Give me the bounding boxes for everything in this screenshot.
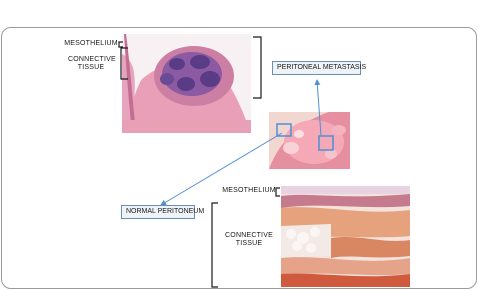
arrow-to-metastasis-label bbox=[317, 80, 321, 136]
connective-bottom-bracket bbox=[212, 203, 218, 287]
mesothelium-bottom-bracket bbox=[276, 188, 280, 196]
mesothelium-top-bracket bbox=[119, 42, 123, 47]
top-image-right-bracket bbox=[253, 37, 261, 98]
label-mesothelium-bottom: MESOTHELIUM bbox=[222, 187, 276, 194]
label-normal-peritoneum: NORMAL PERITONEUM bbox=[121, 205, 195, 219]
label-connective-tissue-top: CONNECTIVE TISSUE bbox=[68, 56, 116, 71]
label-peritoneal-metastasis: PERITONEAL METASTASIS bbox=[272, 61, 361, 75]
label-mesothelium-top: MESOTHELIUM bbox=[64, 40, 118, 47]
connective-top-bracket bbox=[121, 48, 128, 79]
label-connective-tissue-bottom: CONNECTIVE TISSUE bbox=[225, 232, 273, 247]
